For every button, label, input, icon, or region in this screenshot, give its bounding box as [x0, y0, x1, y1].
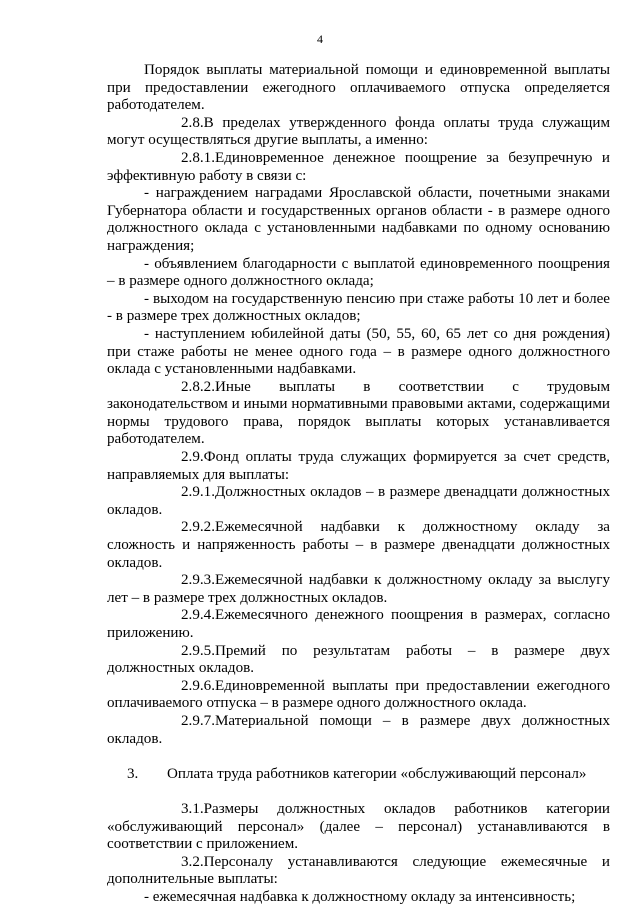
- paragraph-number: 2.9.6.: [181, 677, 215, 694]
- list-item-award: - награждением наградами Ярославской области, почетными знаками Губернатора области и государственных органов области - в размере одного должностного оклада с установленными надбавками по одному основанию награждения;: [107, 185, 610, 254]
- paragraph-number: 2.9.: [181, 449, 204, 466]
- paragraph-2-8-2: [107, 379, 610, 449]
- paragraph-text: Размеры должностных окладов работников категории «обслуживающий персонал» (далее – персонал) устанавливаются в соответствии с приложением.: [107, 800, 610, 853]
- paragraph-number: 2.8.2.: [181, 378, 215, 395]
- paragraph-text: Единовременное денежное поощрение за безупречную и эффективную работу в связи с:: [107, 149, 610, 184]
- paragraph-number: 2.9.2.: [181, 519, 215, 536]
- paragraph-2-9-5: [107, 643, 610, 678]
- paragraph-number: 2.9.3.: [181, 572, 215, 589]
- spacer: [107, 748, 610, 766]
- paragraph-2-9-7: [107, 713, 610, 748]
- spacer: [107, 783, 610, 801]
- paragraph-3-1: [107, 801, 610, 854]
- list-item-intensity-bonus: - ежемесячная надбавка к должностному окладу за интенсивность;: [144, 888, 576, 905]
- list-item-anniversary: - наступлением юбилейной даты (50, 55, 60, 65 лет со дня рождения) при стаже работы не менее одного года – в размере одного должностного оклада с установленными надбавками.: [107, 325, 610, 378]
- paragraph-number: 2.9.5.: [181, 642, 215, 659]
- section-number: 3.: [127, 765, 139, 782]
- paragraph-number: 2.9.1.: [181, 484, 215, 501]
- paragraph-text: Ежемесячной надбавки к должностному окладу за выслугу лет – в размере трех должностных окладов.: [107, 572, 610, 606]
- section-title: Оплата труда работников категории «обслуживающий персонал»: [167, 765, 587, 782]
- paragraph-text: Иные выплаты в соответствии с трудовым законодательством и иными нормативными правовыми актами, содержащими нормы трудового права, порядок выплаты которых устанавливается работодателем.: [107, 378, 610, 448]
- paragraph-number: 2.9.4.: [181, 607, 215, 624]
- paragraph-text: Единовременной выплаты при предоставлении ежегодного оплачиваемого отпуска – в размере одного должностного оклада.: [107, 677, 610, 712]
- paragraph-text: Премий по результатам работы – в размере двух должностных окладов.: [107, 642, 610, 677]
- paragraph-2-9-6: [107, 678, 610, 713]
- paragraph-text: Фонд оплаты труда служащих формируется за счет средств, направляемых для выплаты:: [107, 449, 610, 483]
- paragraph-number: 2.9.7.: [181, 712, 215, 729]
- paragraph-number: 2.8.: [181, 114, 204, 131]
- paragraph-2-9-3: [107, 572, 610, 607]
- paragraph-text: Ежемесячной надбавки к должностному окладу за сложность и напряженность работы – в размере двенадцати должностных окладов.: [107, 519, 610, 571]
- paragraph-text: Материальной помощи – в размере двух должностных окладов.: [107, 712, 610, 747]
- paragraph-2-9: [107, 449, 610, 484]
- paragraph-text: Ежемесячного денежного поощрения в размерах, согласно приложению.: [107, 607, 610, 641]
- paragraph-number: 2.8.1.: [181, 149, 215, 166]
- paragraph-text: Персоналу устанавливаются следующие ежемесячные и дополнительные выплаты:: [107, 853, 610, 888]
- paragraph-text: Должностных окладов – в размере двенадцати должностных окладов.: [107, 484, 610, 518]
- list-item-pension: - выходом на государственную пенсию при стаже работы 10 лет и более - в размере трех должностных окладов;: [107, 290, 610, 325]
- document-body: [107, 62, 610, 907]
- paragraph-2-9-1: [107, 484, 610, 519]
- paragraph-payment-order: Порядок выплаты материальной помощи и единовременной выплаты при предоставлении ежегодного оплачиваемого отпуска определяется работодателем.: [107, 62, 610, 114]
- paragraph-3-2: [107, 854, 610, 889]
- paragraph-2-8: [107, 115, 610, 150]
- paragraph-number: 3.1.: [181, 800, 204, 817]
- section-3-heading: [107, 766, 610, 784]
- paragraph-2-9-4: [107, 607, 610, 642]
- paragraph-text: В пределах утвержденного фонда оплаты труда служащим могут осуществляться другие выплаты, а именно:: [107, 114, 610, 149]
- paragraph-number: 3.2.: [181, 853, 204, 870]
- paragraph-2-8-1: [107, 150, 610, 185]
- list-item-gratitude: - объявлением благодарности с выплатой единовременного поощрения – в размере одного должностного оклада;: [107, 255, 610, 290]
- page-number: 4: [317, 32, 323, 46]
- paragraph-2-9-2: [107, 519, 610, 572]
